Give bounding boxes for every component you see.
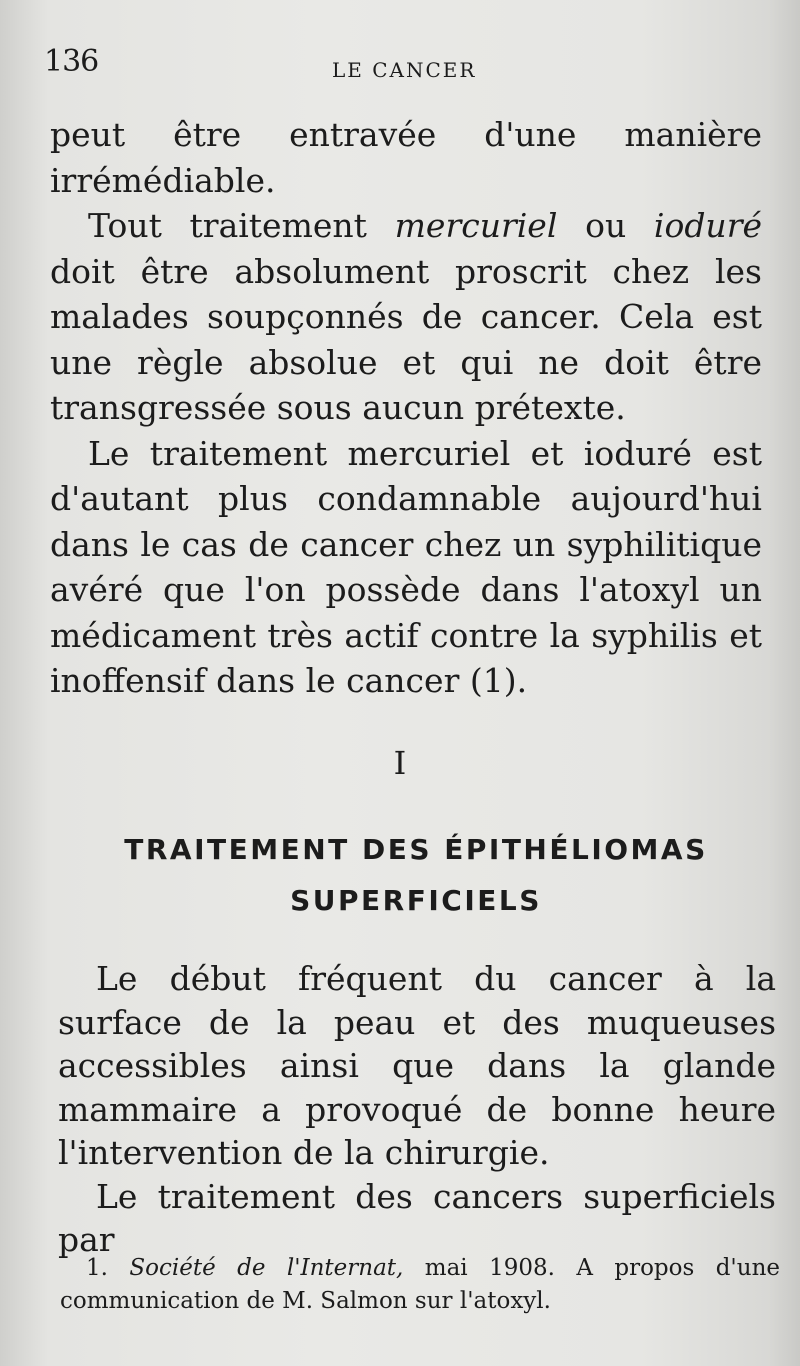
body-text (50, 112, 762, 704)
paragraph-surface-cancer: Le début fréquent du cancer à la surface de la peau et des muqueuses accessibles ainsi que dans la glande mammaire a provoqué de bonne heure l'intervention de la chirurgie. (58, 959, 776, 1172)
footnote (60, 1252, 780, 1318)
paragraph-superficial-treatment: Le traitement des cancers superficiels par (58, 1176, 776, 1259)
footnote-line-2: communication de M. Salmon sur l'atoxyl. (60, 1288, 551, 1314)
section-heading-line-1: TRAITEMENT DES ÉPITHÉLIOMAS (124, 833, 708, 866)
section-heading (60, 824, 772, 926)
running-title: LE CANCER (332, 58, 477, 82)
paragraph-atoxyl: Le traitement mercuriel et ioduré est d'autant plus condamnable aujourd'hui dans le cas de cancer chez un syphilitique avéré que l'on possède dans l'atoxyl un médicament très actif contre la syphilis et inoffensif dans le cancer (1). (50, 433, 762, 700)
emphasis-mercuriel: mercuriel (394, 206, 558, 245)
paragraph-continuation: peut être entravée d'une manière irrémédiable. (50, 115, 762, 200)
page-header (44, 44, 764, 88)
section-number: I (393, 744, 407, 782)
footnote-line-1 (60, 1252, 780, 1285)
text-run: ou (557, 206, 654, 245)
page-number: 136 (44, 44, 99, 79)
section-heading-line-2: SUPERFICIELS (290, 884, 542, 917)
emphasis-iodure: ioduré (653, 206, 762, 245)
text-run: doit être absolument proscrit chez les malades soupçonnés de cancer. Cela est une règle absolue et qui ne doit être transgressée sous aucun prétexte. (50, 251, 762, 427)
footnote-text: mai 1908. A propos d'une (403, 1255, 780, 1281)
paragraph-mercurial-treatment (50, 203, 762, 431)
section-body (58, 957, 776, 1262)
text-run: Tout traitement (88, 206, 395, 245)
footnote-source: Société de l'Internat, (129, 1255, 404, 1281)
footnote-marker: 1. (86, 1255, 108, 1281)
